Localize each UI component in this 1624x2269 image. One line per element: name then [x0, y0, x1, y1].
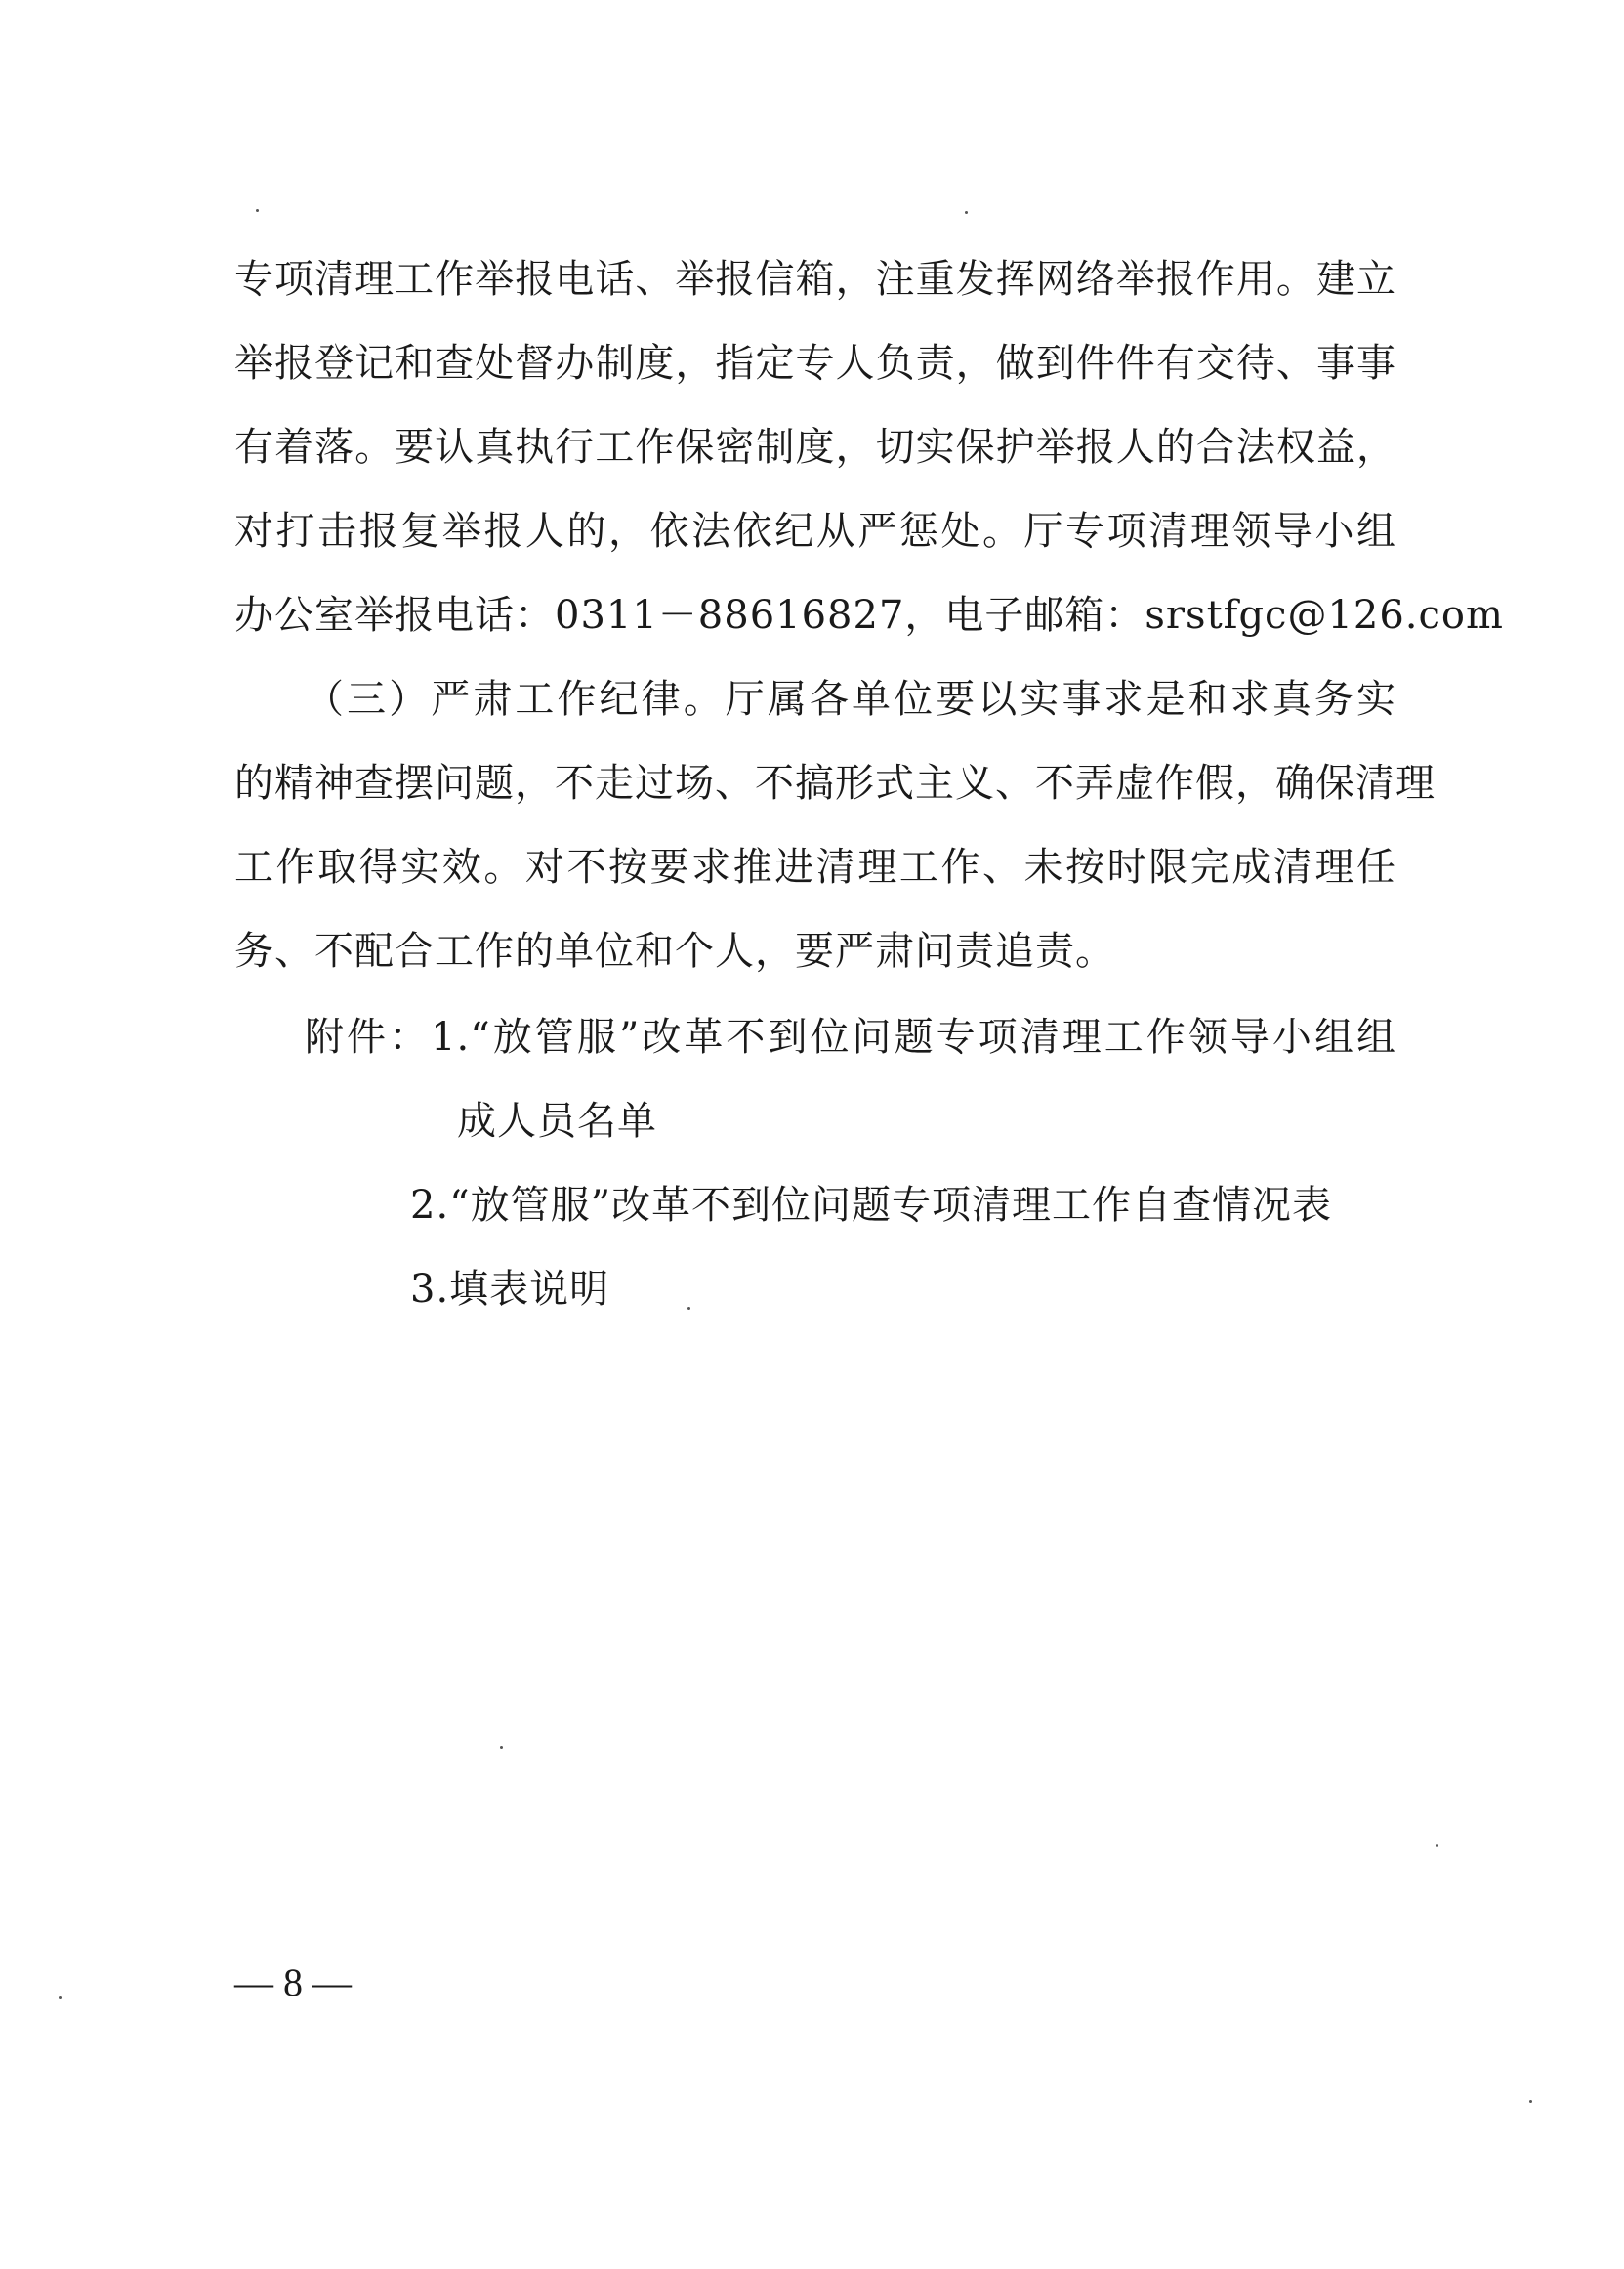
attachment-1: 附件：1.“放管服”改革不到位问题专项清理工作领导小组组	[305, 1015, 1396, 1060]
attachment-2: 2.“放管服”改革不到位问题专项清理工作自查情况表	[410, 1183, 1333, 1228]
paragraph-1-line-2: 举报登记和查处督办制度，指定专人负责，做到件件有交待、事事	[234, 341, 1396, 386]
scan-speck	[1529, 2100, 1532, 2103]
scan-speck	[1436, 1844, 1438, 1847]
page-number: — 8 —	[234, 1960, 352, 2004]
paragraph-1-line-3: 有着落。要认真执行工作保密制度，切实保护举报人的合法权益，	[234, 425, 1396, 470]
paragraph-2-line-2: 的精神查摆问题，不走过场、不搞形式主义、不弄虚作假，确保清理	[234, 761, 1436, 806]
paragraph-2-line-3: 工作取得实效。对不按要求推进清理工作、未按时限完成清理任	[234, 845, 1396, 890]
attachment-3: 3.填表说明	[410, 1267, 610, 1312]
scan-speck	[59, 1996, 62, 1999]
paragraph-2-line-4: 务、不配合工作的单位和个人，要严肃问责追责。	[234, 929, 1115, 974]
scan-speck	[687, 1307, 690, 1310]
scan-speck	[256, 209, 259, 212]
scan-speck	[500, 1746, 503, 1749]
paragraph-1-line-4: 对打击报复举报人的，依法依纪从严惩处。厅专项清理领导小组	[234, 509, 1396, 554]
attachment-1-continuation: 成人员名单	[457, 1099, 657, 1144]
paragraph-1-line-5: 办公室举报电话：0311－88616827，电子邮箱：srstfgc@126.com	[234, 593, 1504, 638]
paragraph-2-line-1: （三）严肃工作纪律。厅属各单位要以实事求是和求真务实	[305, 677, 1396, 722]
scan-speck	[965, 211, 968, 214]
paragraph-1-line-1: 专项清理工作举报电话、举报信箱，注重发挥网络举报作用。建立	[234, 257, 1396, 302]
